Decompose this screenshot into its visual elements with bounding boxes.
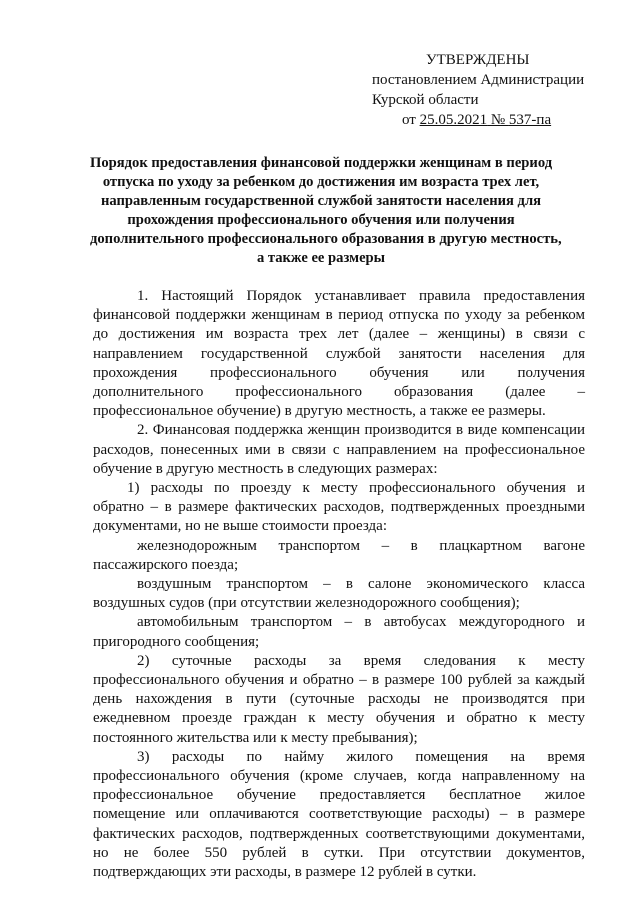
paragraph-item-2 [93,652,585,748]
text-line: ежедневном проезде граждан к месту обучения и обратно к месту [93,710,585,727]
approval-date-prefix: от [402,112,420,128]
approval-stamp-block [360,50,590,130]
approval-issuer: постановлением Администрации [372,72,585,88]
text-line: документами, но не выше стоимости проезда: [93,518,387,535]
text-line: пригородного сообщения; [93,633,260,650]
paragraph-air [93,575,585,613]
approval-heading: УТВЕРЖДЕНЫ [426,52,530,68]
paragraph-road [93,613,585,651]
text-line: постоянного жительства или к месту пребывания); [93,729,418,746]
text-line: направлением государственной службой занятости населения для [93,345,585,362]
text-line: фактических расходов, подтвержденных соответствующими документами, [93,825,585,842]
text-line: железнодорожным транспортом – в плацкартном вагоне [137,537,585,554]
approval-date: 25.05.2021 [419,112,488,128]
text-line: воздушным транспортом – в салоне экономического класса [137,576,585,593]
text-line: день нахождения в пути (суточные расходы не производятся при [93,691,585,708]
text-line: прохождения профессионального обучения или получения [93,364,585,381]
text-line: профессионального обучения и обратно – в размере 100 рублей за каждый [93,672,585,689]
text-line: расходов, понесенных ими в связи с направлением на профессиональное [93,441,585,458]
text-line: 1) расходы по проезду к месту профессионального обучения и [127,480,585,497]
approval-number: 537-па [508,112,552,128]
approval-date-number [360,110,590,130]
text-line: финансовой поддержки женщинам в период отпуска по уходу за ребенком [93,307,585,324]
text-line: автомобильным транспортом – в автобусах междугородного и [137,614,585,631]
text-line: но не более 550 рублей в сутки. При отсутствии документов, [93,844,585,861]
paragraph-item-1 [93,479,585,537]
approval-region: Курской области [372,92,479,108]
title-line: Порядок предоставления финансовой поддержки женщинам в период [90,155,553,171]
title-line: а также ее размеры [256,250,386,267]
title-line: прохождения профессионального обучения или получения [127,212,515,229]
text-line: воздушных судов (при отсутствии железнодорожного сообщения); [93,595,520,612]
paragraph-1 [93,287,585,421]
text-line: до достижения им возраста трех лет (далее – женщины) в связи с [93,326,585,343]
title-line: дополнительного профессионального образования в другую местность, [90,231,562,248]
text-line: профессиональное обучение предоставляется бесплатное жилое [93,787,585,804]
text-line: профессиональное обучение) в другую местность, а также ее размеры. [93,403,546,420]
document-title [90,154,562,269]
text-line: обучение в другую местность в следующих размерах: [93,460,438,477]
paragraph-rail [93,537,585,575]
paragraph-item-3 [93,748,585,882]
title-line: отпуска по уходу за ребенком до достижения им возраста трех лет, [102,174,540,191]
text-line: 2) суточные расходы за время следования к месту [137,652,585,669]
text-line: подтверждающих эти расходы, в размере 12 рублей в сутки. [93,864,477,881]
text-line: 2. Финансовая поддержка женщин производится в виде компенсации [137,422,585,439]
title-line: направленным государственной службой занятости населения для [100,193,542,210]
approval-number-sign: № [487,112,509,128]
document-body [93,287,585,882]
text-line: 1. Настоящий Порядок устанавливает правила предоставления [137,288,585,304]
text-line: профессионального обучения (кроме случаев, когда направленному на [93,768,585,785]
text-line: 3) расходы по найму жилого помещения на время [137,748,585,765]
text-line: обратно – в размере фактических расходов, подтвержденных проездными [93,499,585,516]
text-line: пассажирского поезда; [93,556,239,573]
text-line: дополнительного профессионального образования (далее – [93,384,585,401]
text-line: помещение или оплачиваются соответствующие расходы) – в размере [93,806,585,823]
paragraph-2 [93,421,585,479]
